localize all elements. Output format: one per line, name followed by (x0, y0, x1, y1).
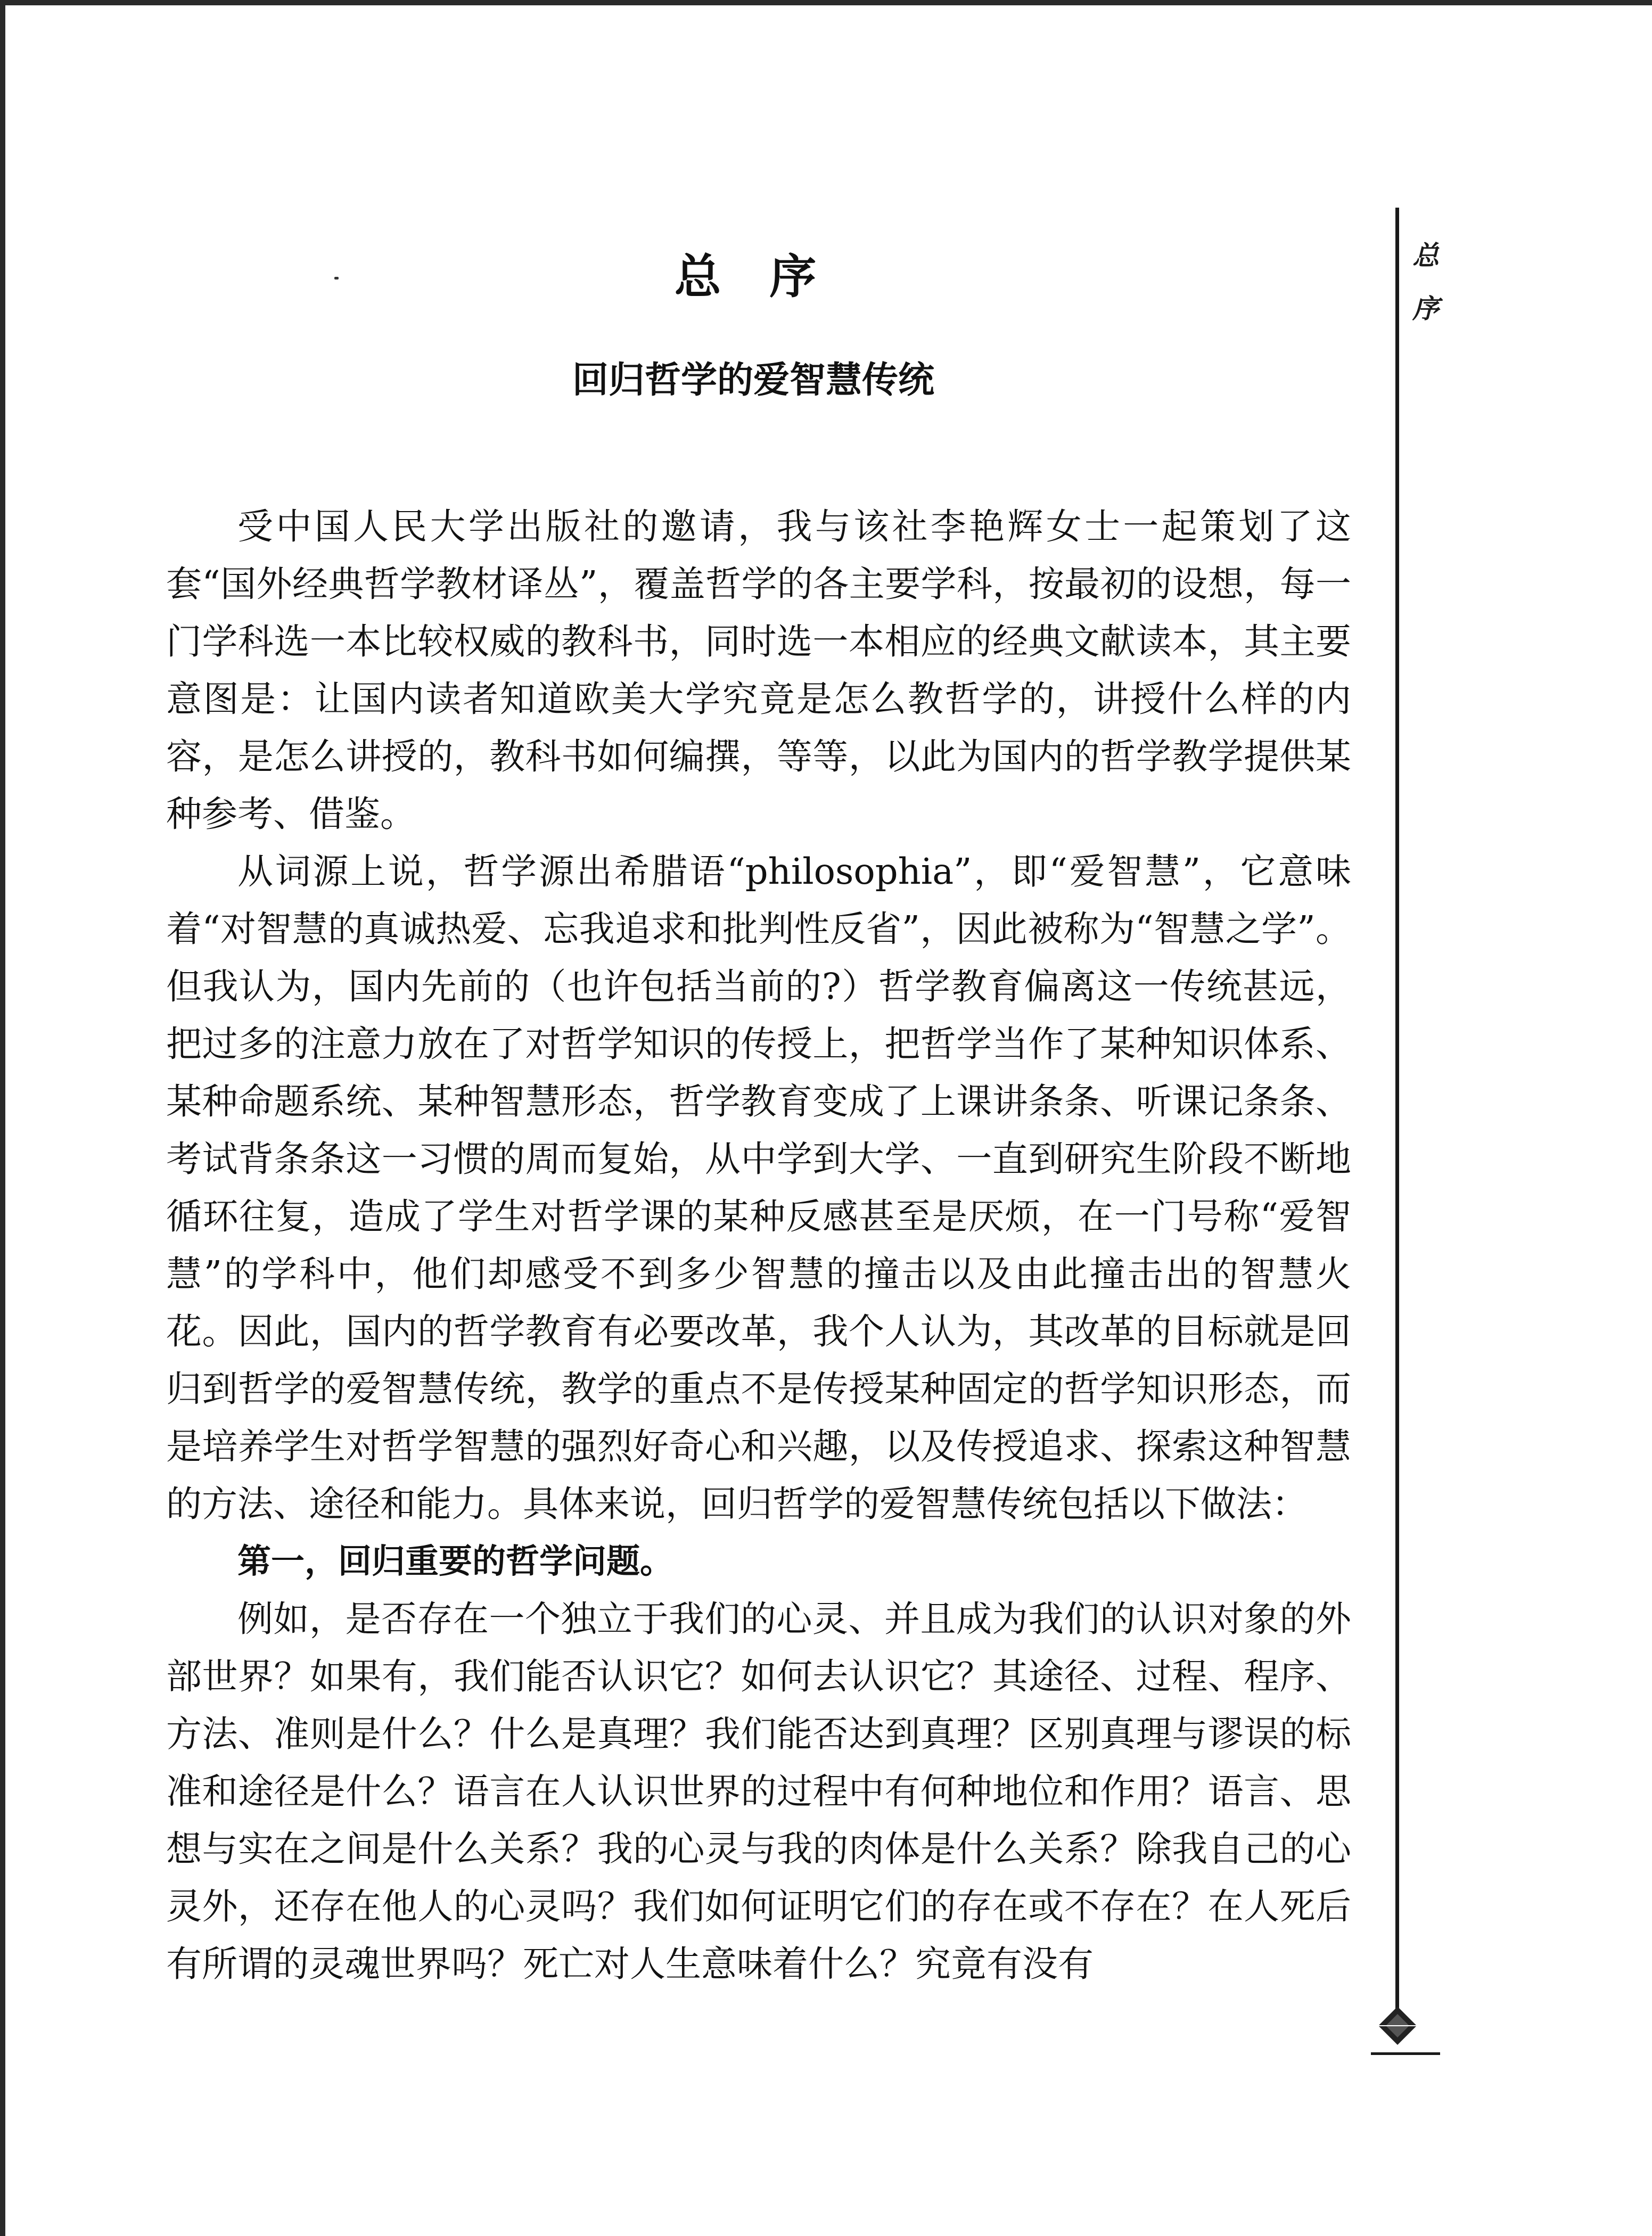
body-text (166, 498, 1351, 1993)
running-head (1410, 229, 1442, 335)
margin-rule (1395, 208, 1399, 2018)
paragraph: 受中国人民大学出版社的邀请，我与该社李艳辉女士一起策划了这套“国外经典哲学教材译丛”，覆盖哲学的各主要学科，按最初的设想，每一门学科选一本比较权威的教科书，同时选一本相应的经典文献读本，其主要意图是：让国内读者知道欧美大学究竟是怎么教哲学的，讲授什么样的内容，是怎么讲授的，教科书如何编撰，等等，以此为国内的哲学教学提供某种参考、借鉴。 (166, 506, 1351, 835)
paragraph: 例如，是否存在一个独立于我们的心灵、并且成为我们的认识对象的外部世界？如果有，我们能否认识它？如何去认识它？其途径、过程、程序、方法、准则是什么？什么是真理？我们能否达到真理？区别真理与谬误的标准和途径是什么？语言在人认识世界的过程中有何种地位和作用？语言、思想与实在之间是什么关系？我的心灵与我的肉体是什么关系？除我自己的心灵外，还存在他人的心灵吗？我们如何证明它们的存在或不存在？在人死后有所谓的灵魂世界吗？死亡对人生意味着什么？究竟有没有 (166, 1598, 1351, 1985)
running-head-char: 总 (1412, 240, 1439, 271)
section-heading: 第一，回归重要的哲学问题。 (237, 1542, 673, 1581)
page-subtitle: 回归哲学的爱智慧传统 (572, 359, 934, 401)
diamond-ornament-icon (1376, 2004, 1419, 2047)
running-head-char: 序 (1412, 293, 1439, 324)
scan-border-top (0, 0, 1652, 5)
scan-border-left (0, 0, 5, 2236)
page-title: 总 序 (674, 249, 833, 304)
margin-rule-foot (1371, 2052, 1440, 2055)
paragraph: 从词源上说，哲学源出希腊语“philosophia”，即“爱智慧”，它意味着“对智慧的真诚热爱、忘我追求和批判性反省”，因此被称为“智慧之学”。但我认为，国内先前的（也许包括当前的?）哲学教育偏离这一传统甚远，把过多的注意力放在了对哲学知识的传授上，把哲学当作了某种知识体系、某种命题系统、某种智慧形态，哲学教育变成了上课讲条条、听课记条条、考试背条条这一习惯的周而复始，从中学到大学、一直到研究生阶段不断地循环往复，造成了学生对哲学课的某种反感甚至是厌烦，在一门号称“爱智慧”的学科中，他们却感受不到多少智慧的撞击以及由此撞击出的智慧火花。因此，国内的哲学教育有必要改革，我个人认为，其改革的目标就是回归到哲学的爱智慧传统，教学的重点不是传授某种固定的哲学知识形态，而是培养学生对哲学智慧的强烈好奇心和兴趣，以及传授追求、探索这种智慧的方法、途径和能力。具体来说，回归哲学的爱智慧传统包括以下做法： (166, 851, 1351, 1525)
